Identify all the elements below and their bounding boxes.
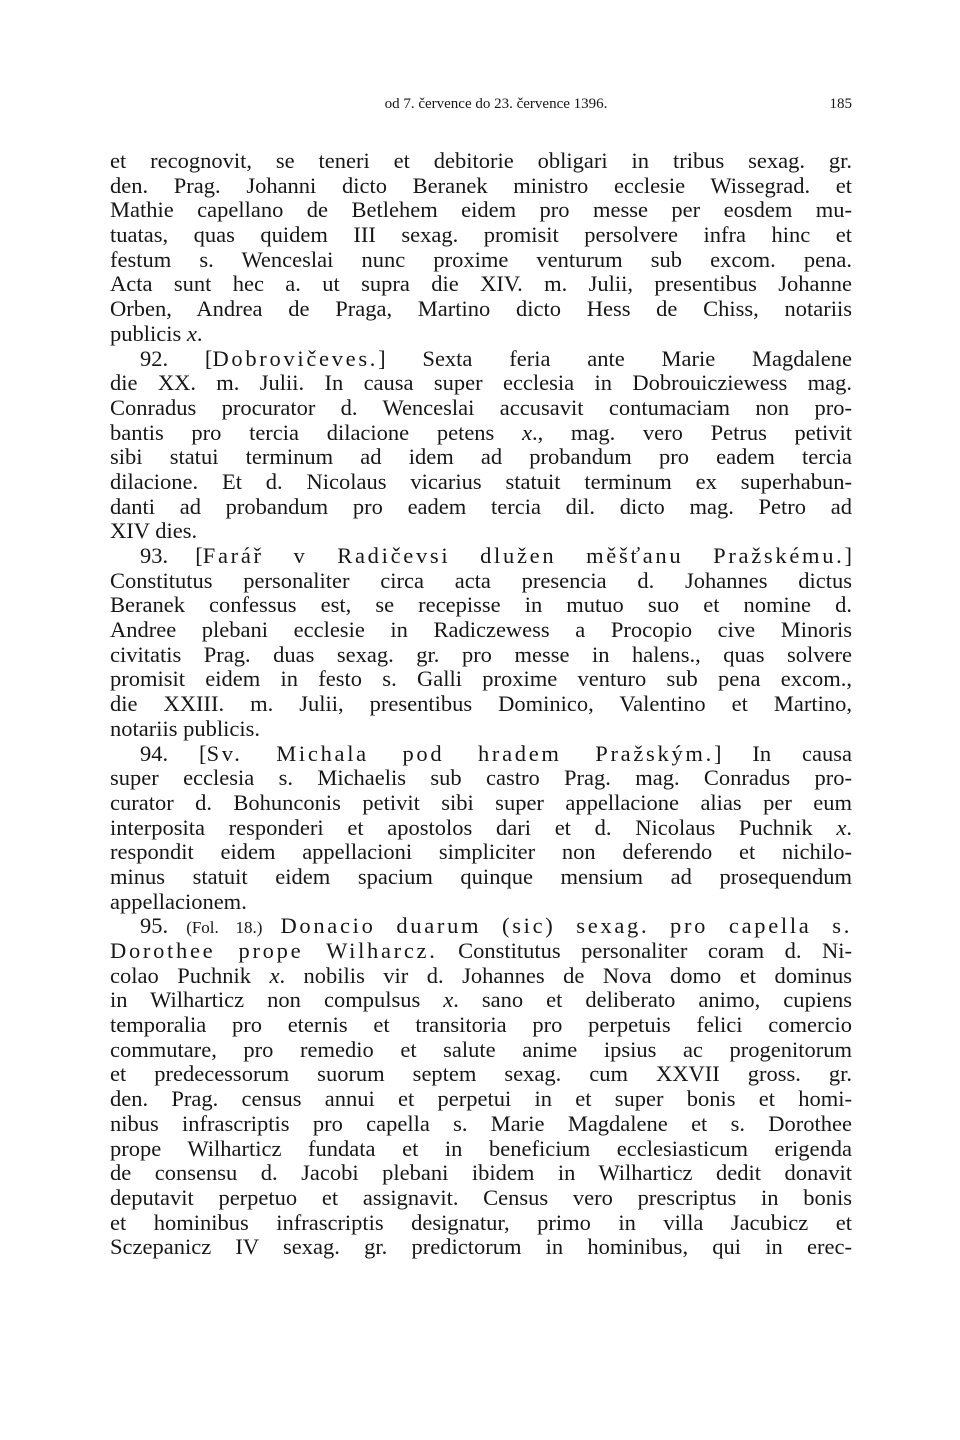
text-segment: Sczepanicz IV sexag. gr. predictorum in hominibus, qui in erec-	[110, 1234, 852, 1260]
text-line	[110, 890, 852, 915]
text-segment: XIV dies.	[110, 518, 198, 544]
text-segment: 92. [	[140, 345, 213, 371]
text-line	[110, 149, 852, 174]
text-line	[110, 174, 852, 199]
body-text	[110, 149, 852, 1260]
text-segment: publicis	[110, 320, 187, 346]
text-segment: Constitutus personaliter coram d. Ni-	[437, 938, 852, 963]
text-line	[110, 667, 852, 692]
text-line	[110, 1013, 852, 1038]
text-segment: . sano et deliberato animo, cupiens	[453, 987, 853, 1013]
entry-92-title: Dobrovičeves.	[212, 345, 379, 371]
text-segment: .	[846, 814, 852, 840]
text-segment: ]	[844, 543, 852, 568]
text-segment: Andree plebani ecclesie in Radiczewess a Procopio cive Minoris	[110, 617, 852, 643]
text-line	[110, 248, 852, 273]
text-line	[110, 519, 852, 544]
text-segment: temporalia pro eternis et transitoria pro perpetuis felici comercio	[110, 1012, 852, 1038]
text-segment: respondit eidem appellacioni simpliciter non deferendo et nichilo-	[110, 839, 852, 865]
text-segment: commutare, pro remedio et salute anime ipsius ac progenitorum	[110, 1036, 852, 1062]
text-line	[110, 939, 852, 964]
text-segment: civitatis Prag. duas sexag. gr. pro messe in halens., quas solvere	[110, 641, 852, 667]
text-line	[110, 692, 852, 717]
text-line	[110, 1038, 852, 1063]
text-line	[110, 470, 852, 495]
text-segment: danti ad probandum pro eadem tercia dil. dicto mag. Petro ad	[110, 493, 852, 519]
text-line	[110, 593, 852, 618]
text-segment: x	[269, 962, 280, 988]
text-line	[110, 791, 852, 816]
text-segment: nibus infrascriptis pro capella s. Marie Magdalene et s. Dorothee	[110, 1110, 852, 1136]
text-segment: Orben, Andrea de Praga, Martino dicto Hess de Chiss, notariis	[110, 296, 852, 322]
text-line	[110, 198, 852, 223]
text-segment: et predecessorum suorum septem sexag. cum XXVII gross. gr.	[110, 1061, 852, 1087]
text-segment: ] In causa	[713, 740, 853, 766]
entry-94-title: Sv. Michala pod hradem Pražským.	[206, 740, 714, 766]
text-segment: Acta sunt hec a. ut supra die XIV. m. Julii, presentibus Johanne	[110, 271, 852, 297]
text-segment: in Wilharticz non compulsus	[110, 987, 444, 1013]
text-segment: ., mag. vero Petrus petivit	[531, 419, 852, 445]
text-line	[110, 816, 852, 841]
running-head	[110, 92, 852, 116]
text-segment: 94. [	[140, 740, 207, 766]
text-line	[110, 297, 852, 322]
text-line	[110, 766, 852, 791]
text-segment: 95.	[140, 913, 187, 939]
text-line	[110, 964, 852, 989]
text-segment: festum s. Wenceslai nunc proxime venturum sub excom. pena.	[110, 246, 852, 272]
text-line	[110, 988, 852, 1013]
text-line	[110, 396, 852, 421]
text-segment: et hominibus infrascriptis designatur, primo in villa Jacubicz et	[110, 1209, 852, 1235]
text-segment: et recognovit, se teneri et debitorie obligari in tribus sexag. gr.	[110, 148, 852, 173]
text-segment: Conradus procurator d. Wenceslai accusavit contumaciam non pro-	[110, 394, 852, 420]
text-segment: colao Puchnik	[110, 962, 270, 988]
text-segment: prope Wilharticz fundata et in beneficium ecclesiasticum erigenda	[110, 1135, 852, 1161]
text-segment: bantis pro tercia dilacione petens	[110, 419, 522, 445]
text-segment: die XXIII. m. Julii, presentibus Dominico, Valentino et Martino,	[110, 691, 852, 717]
text-line	[110, 421, 852, 446]
text-line	[110, 717, 852, 742]
text-line	[110, 618, 852, 643]
entry-95-title: Donacio duarum (sic) sexag. pro capella s.	[280, 913, 853, 939]
running-title: od 7. července do 23. července 1396.	[384, 96, 608, 112]
text-segment: den. Prag. census annui et perpetui in et super bonis et homi-	[110, 1086, 852, 1112]
entry-92-heading-line	[110, 347, 852, 372]
text-segment: dilacione. Et d. Nicolaus vicarius statuit terminum ex superhabun-	[110, 468, 852, 494]
text-line	[110, 1235, 852, 1260]
text-line	[110, 865, 852, 890]
text-segment: tuatas, quas quidem III sexag. promisit persolvere infra hinc et	[110, 222, 852, 248]
text-line	[110, 643, 852, 668]
text-segment: ] Sexta feria ante Marie Magdalene	[378, 345, 853, 371]
entry-95-heading-line	[110, 914, 852, 939]
text-segment: x	[443, 987, 454, 1013]
text-line	[110, 223, 852, 248]
text-line	[110, 495, 852, 520]
text-segment: den. Prag. Johanni dicto Beranek ministro ecclesie Wissegrad. et	[110, 172, 852, 198]
text-line	[110, 1161, 852, 1186]
text-segment: sibi statui terminum ad idem ad probandum pro eadem tercia	[110, 444, 852, 470]
text-segment: Beranek confessus est, se recepisse in mutuo suo et nomine d.	[110, 592, 852, 618]
text-segment: minus statuit eidem spacium quinque mensium ad prosequendum	[110, 863, 852, 889]
text-segment: de consensu d. Jacobi plebani ibidem in Wilharticz dedit donavit	[110, 1160, 852, 1186]
text-line	[110, 1137, 852, 1162]
text-segment: interposita responderi et apostolos dari et d. Nicolaus Puchnik	[110, 814, 837, 840]
text-line	[110, 272, 852, 297]
text-segment: notariis publicis.	[110, 715, 260, 741]
text-segment: x	[521, 419, 532, 445]
folio-reference: (Fol. 18.)	[186, 918, 263, 938]
text-line	[110, 840, 852, 865]
text-line	[110, 322, 852, 347]
text-line	[110, 371, 852, 396]
text-segment: x	[836, 814, 847, 840]
entry-93-heading-line	[110, 544, 852, 569]
entry-95-title-continued: Dorothee prope Wilharcz.	[110, 938, 438, 963]
entry-94-heading-line	[110, 742, 852, 767]
page-number: 185	[829, 96, 852, 112]
entry-93-title: Farář v Radičevsi dlužen měšťanu Pražskému.	[202, 543, 845, 568]
text-segment: promisit eidem in festo s. Galli proxime venturo sub pena excom.,	[110, 666, 852, 692]
text-line	[110, 1062, 852, 1087]
text-line	[110, 1211, 852, 1236]
text-segment: super ecclesia s. Michaelis sub castro Prag. mag. Conradus pro-	[110, 765, 852, 791]
text-line	[110, 1112, 852, 1137]
text-line	[110, 569, 852, 594]
text-segment: deputavit perpetuo et assignavit. Census vero prescriptus in bonis	[110, 1184, 852, 1210]
text-segment: die XX. m. Julii. In causa super ecclesia in Dobrouicziewess mag.	[110, 370, 852, 396]
text-line	[110, 1186, 852, 1211]
text-segment: Constitutus personaliter circa acta presencia d. Johannes dictus	[110, 567, 852, 593]
text-line	[110, 1087, 852, 1112]
text-segment: Mathie capellano de Betlehem eidem pro messe per eosdem mu-	[110, 197, 852, 223]
text-segment: 93. [	[140, 543, 203, 568]
text-segment: x	[186, 320, 197, 346]
text-segment: curator d. Bohunconis petivit sibi super appellacione alias per eum	[110, 789, 852, 815]
text-segment: . nobilis vir d. Johannes de Nova domo et dominus	[279, 962, 852, 988]
text-segment: appellacionem.	[110, 888, 247, 914]
text-segment: .	[196, 320, 203, 346]
text-segment	[262, 913, 280, 938]
text-line	[110, 445, 852, 470]
